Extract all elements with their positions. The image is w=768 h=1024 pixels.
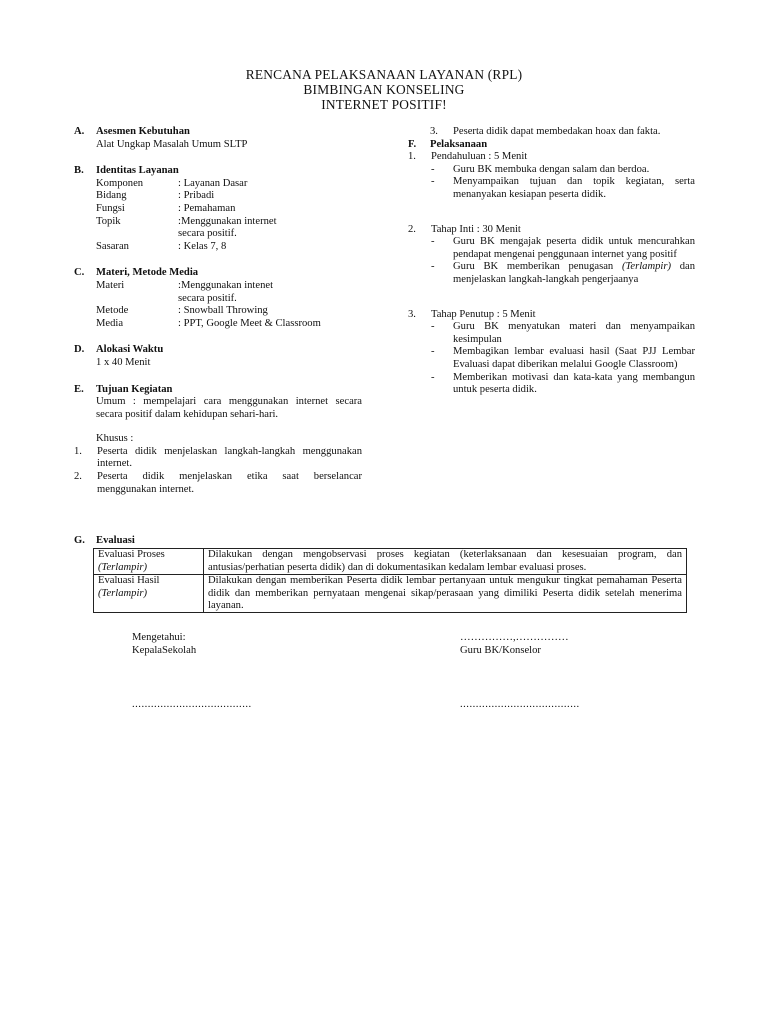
- item-text: Membagikan lembar evaluasi hasil (Saat PJJ Lembar Evaluasi dapat diberikan melalui Google Classroom): [453, 346, 695, 370]
- table-row: [94, 549, 687, 575]
- item-text-continued: dan menjelaskan langkah-langkah pengerjaanya: [453, 261, 695, 285]
- list-item: [74, 446, 362, 471]
- field-label: Komponen: [96, 177, 144, 189]
- item-text: Guru BK membuka dengan salam dan berdoa.: [453, 163, 650, 175]
- item-number: 1.: [408, 151, 416, 163]
- section-g: [74, 535, 689, 613]
- place-date: ……………,……………: [460, 632, 569, 643]
- title-line-3: INTERNET POSITIF!: [321, 97, 447, 112]
- stage-opening: [408, 151, 695, 201]
- stage-title: [408, 224, 695, 237]
- list-item: - Menyampaikan tujuan dan topik kegiatan, serta menanyakan kesiapan peserta didik.: [431, 176, 695, 200]
- counselor-signature-line: ......................................: [460, 699, 580, 710]
- table-cell: Dilakukan dengan mengobservasi proses kegiatan (keterlaksanaan dan kesesuaian program, dan antusias/perhatian peserta didik) dan di dokumentasikan kedalam lembar evaluasi proses.: [204, 549, 687, 575]
- identity-table: [96, 178, 362, 254]
- document-title: [0, 67, 768, 112]
- list-item: - Guru BK memberikan penugasan (Terlampir) dan menjelaskan langkah-langkah pengerjaanya: [431, 261, 695, 285]
- evaluation-label: Evaluasi Proses: [98, 549, 165, 561]
- attached-note: (Terlampir): [98, 587, 148, 599]
- title-line-1: RENCANA PELAKSANAAN LAYANAN (RPL): [245, 67, 523, 82]
- title-line-2: BIMBINGAN KONSELING: [303, 82, 465, 97]
- field-label: Topik: [96, 215, 121, 227]
- field-label: Media: [96, 317, 124, 329]
- section-letter: C.: [74, 267, 85, 279]
- list-item: - Guru BK menyatukan materi dan menyampaikan kesimpulan: [431, 321, 695, 345]
- list-item: - Membagikan lembar evaluasi hasil (Saat PJJ Lembar Evaluasi dapat diberikan melalui Google Classroom): [431, 346, 695, 370]
- section-letter: B.: [74, 165, 84, 177]
- stage-title: [408, 151, 695, 164]
- principal-label: KepalaSekolah: [132, 645, 197, 656]
- list-item: - Memberikan motivasi dan kata-kata yang membangun untuk peserta didik.: [431, 371, 695, 396]
- section-heading: Tujuan Kegiatan: [96, 383, 173, 395]
- acknowledged-label: Mengetahui:: [132, 632, 186, 643]
- section-heading: Pelaksanaan: [430, 138, 488, 150]
- section-heading: Materi, Metode Media: [96, 267, 199, 279]
- table-cell: Dilakukan dengan memberikan Peserta didik lembar pertanyaan untuk mengukur tingkat pemahaman Peserta didik dan memberikan pernyataan mengenai sikap/perasaan yang dimiliki Peserta didik setelah menerima layanan.: [204, 575, 687, 613]
- stage-title-text: Tahap Inti : 30 Menit: [431, 223, 521, 235]
- list-item: [74, 471, 362, 496]
- list-item: - Guru BK membuka dengan salam dan berdoa.: [431, 163, 650, 175]
- field-value: : PPT, Google Meet & Classroom: [178, 317, 321, 329]
- section-letter: D.: [74, 344, 85, 356]
- evaluation-label: Evaluasi Hasil: [98, 575, 160, 587]
- field-value: : Pemahaman: [178, 202, 236, 214]
- evaluation-table: [93, 548, 687, 613]
- item-text: Peserta didik menjelaskan etika saat berselancar menggunakan internet.: [97, 471, 362, 495]
- section-d: [74, 344, 362, 369]
- section-heading: Identitas Layanan: [96, 165, 179, 177]
- field-value: : Layanan Dasar: [178, 177, 248, 189]
- field-label: Sasaran: [96, 240, 129, 252]
- field-label: Bidang: [96, 190, 127, 202]
- item-number: 1.: [74, 445, 82, 457]
- section-text: Alat Ungkap Masalah Umum SLTP: [96, 138, 248, 150]
- section-c: [74, 267, 362, 330]
- right-column: [408, 126, 695, 411]
- section-e: [74, 384, 362, 497]
- item-number: 3.: [430, 126, 438, 137]
- item-number: 3.: [408, 308, 416, 320]
- stage-title-text: Pendahuluan : 5 Menit: [431, 151, 528, 163]
- section-letter: F.: [408, 138, 417, 150]
- stage-closing: [408, 309, 695, 397]
- stage-title-text: Tahap Penutup : 5 Menit: [431, 308, 536, 320]
- specific-objective-label: Khusus :: [96, 433, 134, 445]
- principal-signature-line: ......................................: [132, 699, 252, 710]
- item-text: Peserta didik dapat membedakan hoax dan fakta.: [453, 126, 661, 137]
- attached-note: (Terlampir): [621, 261, 671, 273]
- field-label: Materi: [96, 279, 125, 291]
- item-number: 2.: [74, 471, 82, 483]
- stage-title: [408, 309, 695, 322]
- field-value: : Kelas 7, 8: [178, 240, 227, 252]
- item-text: Guru BK menyatukan materi dan menyampaikan kesimpulan: [453, 321, 695, 345]
- item-text: Memberikan motivasi dan kata-kata yang membangun untuk peserta didik.: [453, 371, 695, 396]
- section-letter: A.: [74, 126, 85, 137]
- section-heading: Evaluasi: [96, 535, 135, 546]
- section-heading: Asesmen Kebutuhan: [96, 126, 190, 137]
- field-value: : Snowball Throwing: [178, 305, 268, 317]
- left-column: [74, 126, 362, 510]
- item-text: Menyampaikan tujuan dan topik kegiatan, serta menanyakan kesiapan peserta didik.: [453, 176, 695, 200]
- item-number: 2.: [408, 223, 416, 235]
- table-cell: [94, 549, 204, 575]
- list-item: [430, 126, 695, 139]
- general-objective: Umum : mempelajari cara menggunakan internet secara secara positif dalam kehidupan sehari-hari.: [96, 396, 362, 420]
- section-b: [74, 165, 362, 253]
- section-letter: G.: [74, 535, 85, 546]
- counselor-label: Guru BK/Konselor: [460, 645, 541, 656]
- field-value: :Menggunakan internet secara positif.: [178, 215, 277, 240]
- stage-core: [408, 224, 695, 287]
- item-text: Peserta didik menjelaskan langkah-langkah menggunakan internet.: [97, 445, 362, 470]
- item-text: Guru BK memberikan penugasan: [453, 261, 614, 273]
- section-a: [74, 126, 362, 151]
- counselor-signature-block: [460, 631, 569, 657]
- section-f: [408, 139, 695, 397]
- section-text: 1 x 40 Menit: [96, 356, 151, 368]
- item-text: Guru BK mengajak peserta didik untuk mencurahkan pendapat mengenai penggunaan internet yang positif: [453, 236, 695, 260]
- field-value: :Menggunakan intenet secara positif.: [178, 279, 274, 304]
- field-label: Fungsi: [96, 202, 125, 214]
- field-value: : Pribadi: [178, 190, 215, 202]
- table-cell: [94, 575, 204, 613]
- list-item: - Guru BK mengajak peserta didik untuk mencurahkan pendapat mengenai penggunaan internet yang positif: [431, 236, 695, 260]
- attached-note: (Terlampir): [98, 561, 148, 573]
- table-row: [94, 575, 687, 613]
- section-letter: E.: [74, 383, 84, 395]
- section-heading: Alokasi Waktu: [96, 344, 164, 356]
- principal-signature-block: [132, 631, 196, 657]
- field-label: Metode: [96, 305, 129, 317]
- materials-table: [96, 280, 362, 330]
